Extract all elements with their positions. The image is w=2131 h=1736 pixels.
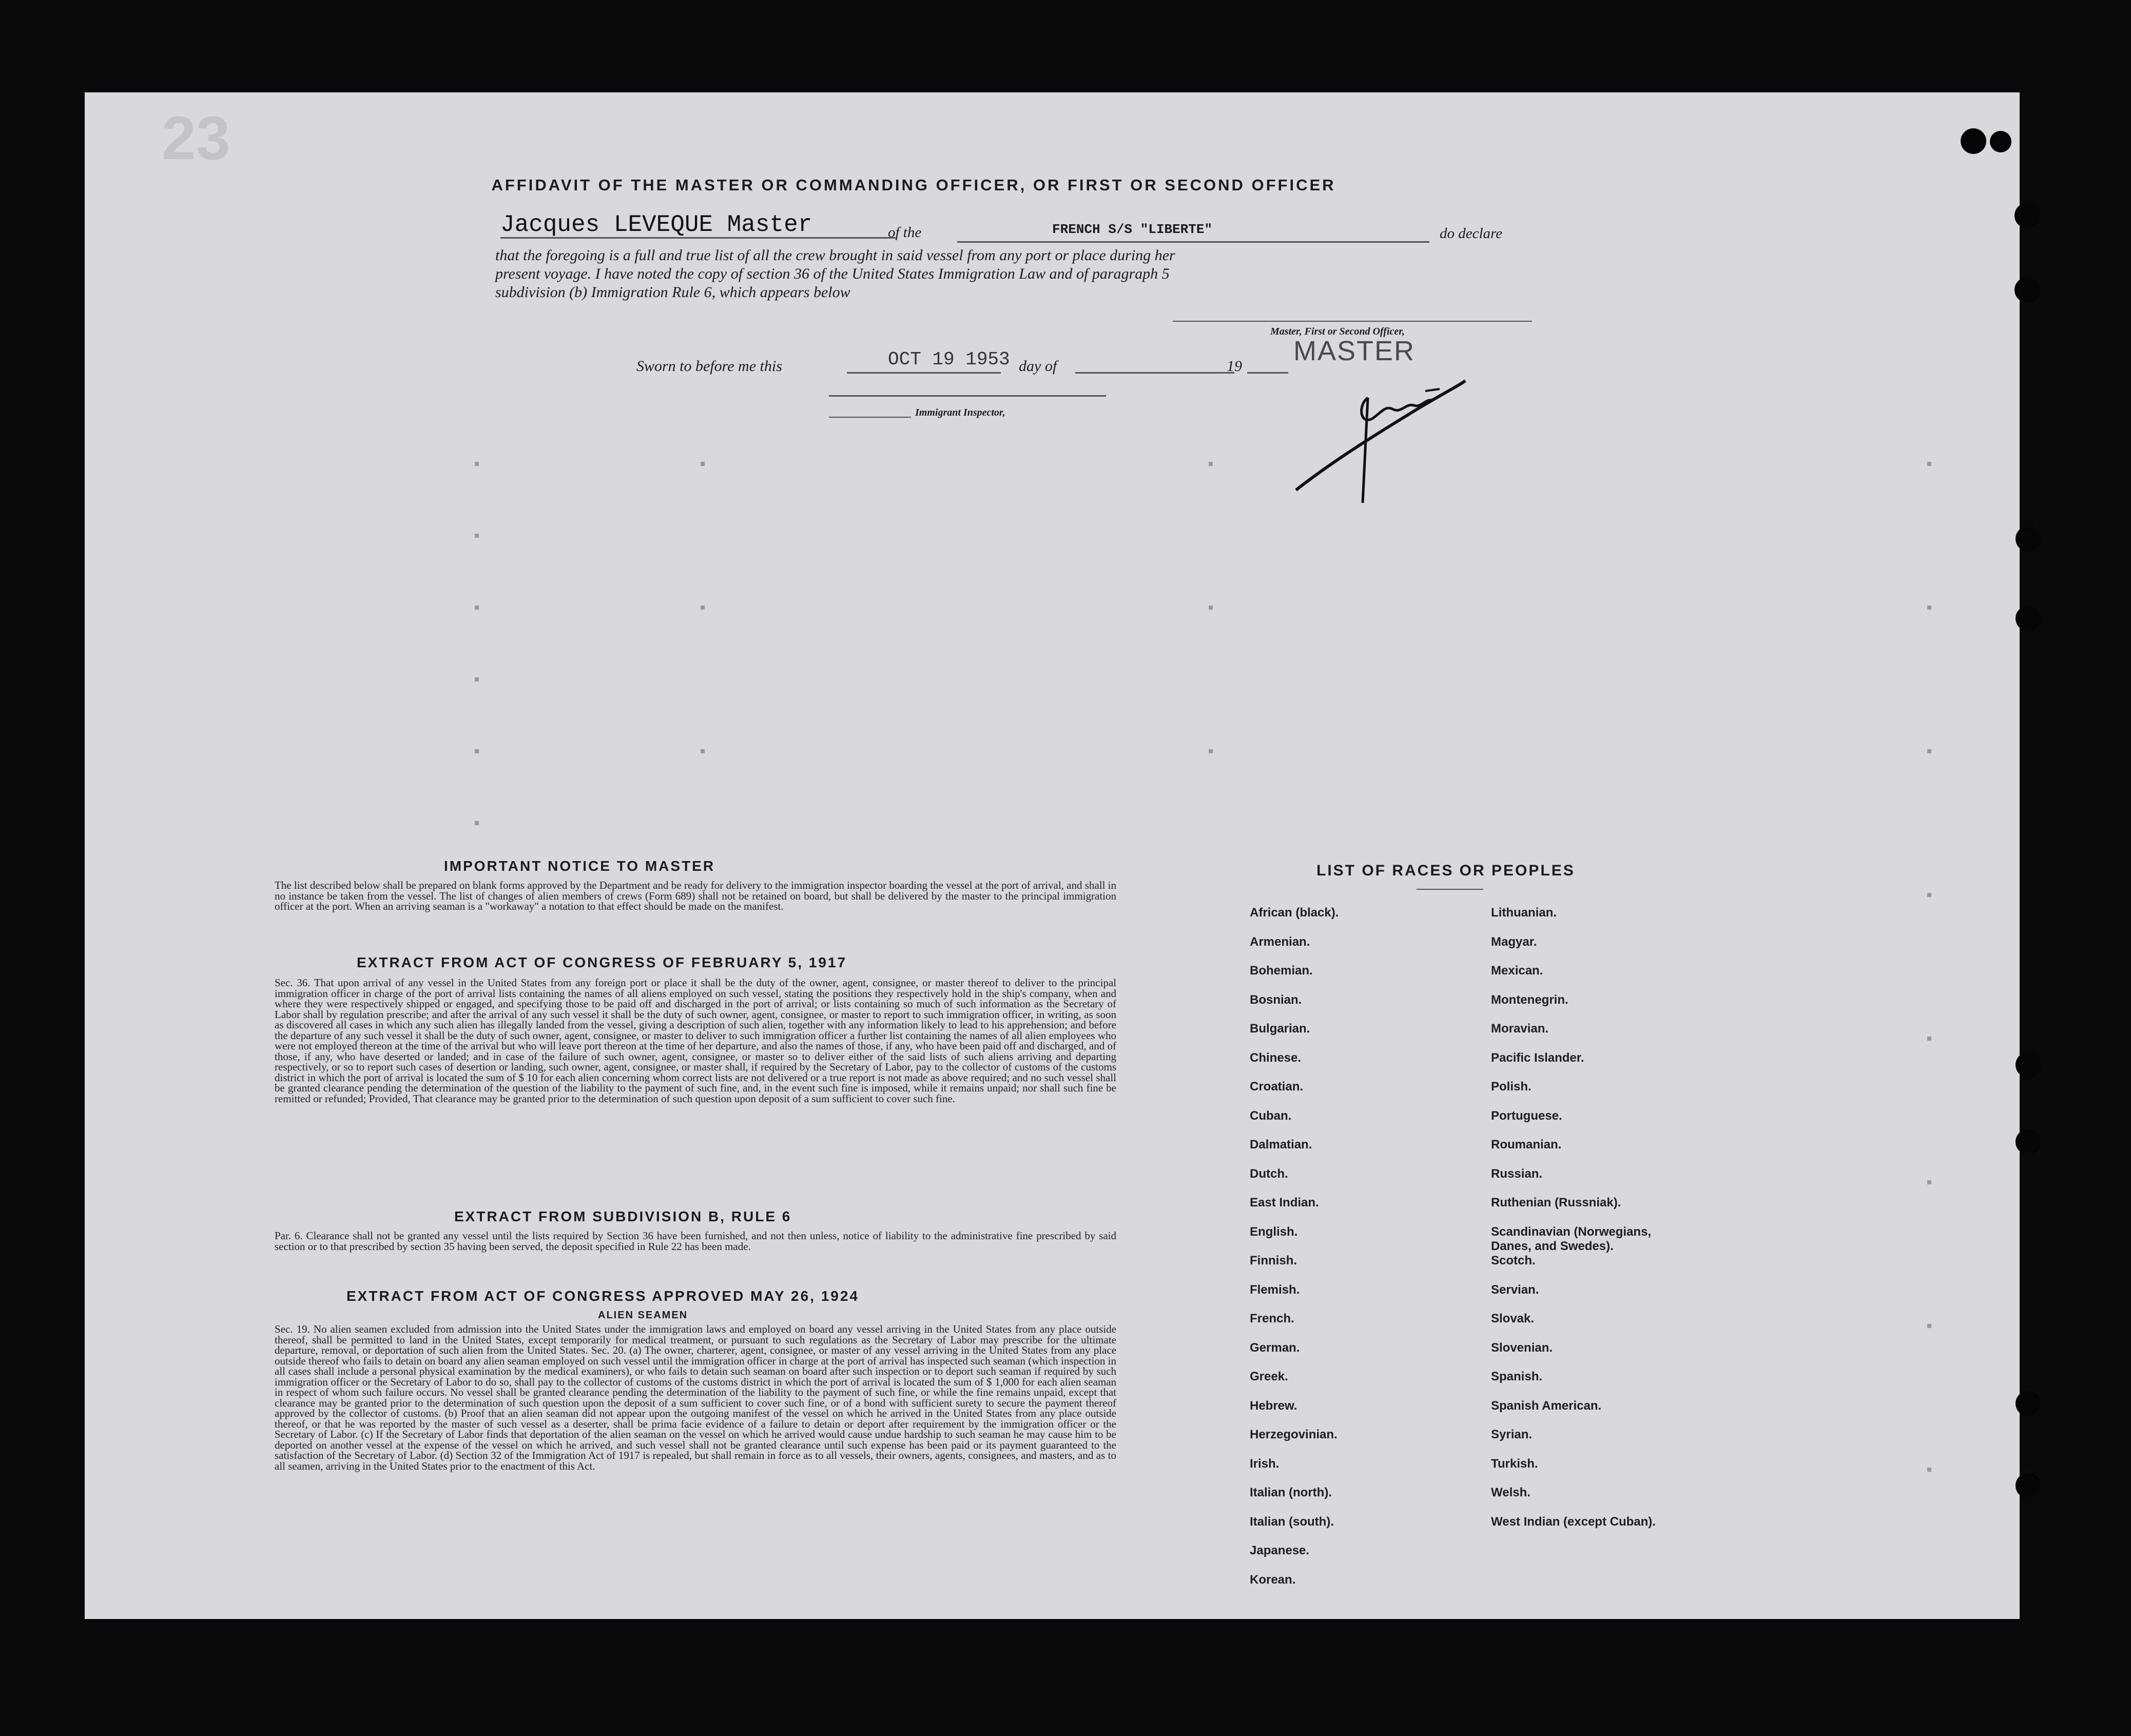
notice-text: The list described below shall be prepared on blank forms approved by the Department and be ready for delivery to the immigration inspector boarding the vessel at the port of arrival, and shall in no instance be taken from the vessel. The list of changes of alien members of crews (Form 689) shall not be retained on board, but shall be delivered by the master to the principal immigration officer at the port. When an arriving seaman is a "workaway" a notation to that effect should be made on the manifest. xyxy=(275,879,1116,912)
punch-hole xyxy=(1961,128,1986,154)
race-list-item: Herzegovinian. xyxy=(1250,1428,1338,1441)
race-list-item: Pacific Islander. xyxy=(1491,1050,1584,1065)
punch-hole xyxy=(2016,1052,2041,1078)
punch-hole xyxy=(2016,1473,2041,1498)
race-list-item: Korean. xyxy=(1250,1572,1296,1587)
race-list-item: Polish. xyxy=(1491,1080,1532,1094)
race-list-item: Italian (south). xyxy=(1250,1514,1334,1529)
faint-mark xyxy=(1209,606,1213,610)
race-list-item: Scotch. xyxy=(1491,1254,1536,1267)
of-the-label: of the xyxy=(888,224,922,241)
races-list-left xyxy=(1250,906,1465,1602)
race-list-item: Russian. xyxy=(1491,1166,1543,1181)
faint-mark xyxy=(701,749,705,753)
faint-mark xyxy=(1927,462,1931,466)
race-list-item: Dalmatian. xyxy=(1250,1138,1312,1152)
race-list-item: Syrian. xyxy=(1491,1428,1533,1441)
race-list-item: Scandinavian (Norwegians, Danes, and Swedes). xyxy=(1491,1224,1652,1253)
race-list-item: Italian (north). xyxy=(1250,1486,1332,1499)
race-list-item: Spanish. xyxy=(1491,1370,1543,1383)
officer-caption: Master, First or Second Officer, xyxy=(1270,326,1405,337)
race-list-item: Mexican. xyxy=(1491,964,1543,978)
race-list-item: Slovenian. xyxy=(1491,1340,1553,1355)
faint-mark xyxy=(1927,749,1931,753)
faint-mark xyxy=(475,749,479,753)
sworn-date-line xyxy=(847,372,1001,374)
faint-mark xyxy=(475,821,479,825)
notice-heading: IMPORTANT NOTICE TO MASTER xyxy=(444,858,715,874)
race-list-item: Roumanian. xyxy=(1491,1138,1562,1152)
race-list-item: German. xyxy=(1250,1340,1300,1355)
punch-hole xyxy=(2014,277,2040,303)
bleed-through-number: 23 xyxy=(162,104,230,172)
inspector-line-short xyxy=(829,417,911,418)
race-list-item: Chinese. xyxy=(1250,1050,1302,1065)
race-list-item: Slovak. xyxy=(1491,1312,1535,1325)
faint-mark xyxy=(1927,1037,1931,1041)
race-list-item: Dutch. xyxy=(1250,1166,1288,1181)
race-list-item: English. xyxy=(1250,1224,1298,1239)
master-stamp: MASTER xyxy=(1293,336,1416,366)
race-list-item: Bulgarian. xyxy=(1250,1022,1310,1036)
declaration-line: subdivision (b) Immigration Rule 6, which appears below xyxy=(495,284,850,301)
races-heading-rule xyxy=(1417,889,1483,890)
declaration-text xyxy=(495,246,1553,302)
punch-hole xyxy=(2016,526,2041,552)
punch-hole xyxy=(1990,131,2011,152)
race-list-item: African (black). xyxy=(1250,906,1339,920)
faint-mark xyxy=(1209,462,1213,466)
race-list-item: Turkish. xyxy=(1491,1456,1538,1471)
faint-mark xyxy=(1927,1324,1931,1328)
officer-signature-line xyxy=(1173,321,1532,322)
race-list-item: Bohemian. xyxy=(1250,964,1313,978)
faint-mark xyxy=(701,606,705,610)
faint-mark xyxy=(701,462,705,466)
extract-1917-heading: EXTRACT FROM ACT OF CONGRESS OF FEBRUARY 5, 1917 xyxy=(357,954,847,970)
inspector-signature-line xyxy=(829,395,1106,397)
race-list-item: Servian. xyxy=(1491,1282,1539,1297)
race-list-item: Finnish. xyxy=(1250,1254,1297,1267)
race-list-item: Ruthenian (Russniak). xyxy=(1491,1196,1621,1210)
race-list-item: Irish. xyxy=(1250,1456,1280,1471)
declaration-line: that the foregoing is a full and true list of all the crew brought in said vessel from any port or place during her xyxy=(495,247,1175,264)
faint-mark xyxy=(1927,893,1931,897)
faint-mark xyxy=(1927,1180,1931,1184)
faint-mark xyxy=(475,462,479,466)
extract-1917-text: Sec. 36. That upon arrival of any vessel in the United States from any foreign port or place it shall be the duty of the owner, agent, consignee, or master thereof to deliver to the principal immigration officer in charge of the port of arrival lists containing the names of all aliens employed on such vessel, stating the positions they respectively hold in the ship's company, when and where they were respectively shipped or engaged, and specifying those to be paid off and discharged in the port of arrival; or lists containing so much of such information as the Secretary of Labor shall by regulation prescribe; and after the arrival of any such vessel it shall be the duty of such owner, agent, consignee, or master to report to such immigration officer, in writing, as soon as discovered all cases in which any such alien has illegally landed from the vessel, giving a description of such alien, together with any information likely to lead to his apprehension; and before the departure of any such vessel it shall be the duty of such owner, agent, consignee, or master to deliver to such immigration officer a further list containing the names of all alien employees who were not employed thereon at the time of the arrival but who will leave port thereon at the time of her departure, and also the names of those, if any, who have been paid off and discharged, and of those, if any, who have deserted or landed; and in case of the failure of such owner, agent, consignee, or master so to deliver either of the said lists of such aliens arriving and departing respectively, or so to report such cases of desertion or landing, such owner, agent, consignee, or master shall, if required by the Secretary of Labor, pay to the collector of customs of the customs district in which the port of arrival is located the sum of $ 10 for each alien concerning whom correct lists are not delivered or a true report is not made as above required; and no such vessel shall be granted clearance pending the determination of the question of the liability to the payment of such fine, and, in the event such fine is imposed, while it remains unpaid; nor shall such fine be remitted or refunded; Provided, That clearance may be granted prior to the determination of such question upon deposit of a sum sufficient to cover such fine. xyxy=(275,977,1116,1105)
faint-mark xyxy=(475,534,479,538)
race-list-item: Hebrew. xyxy=(1250,1398,1297,1413)
punch-hole xyxy=(2016,1129,2041,1155)
race-list-item: Armenian. xyxy=(1250,934,1310,949)
races-heading: LIST OF RACES OR PEOPLES xyxy=(1316,862,1575,879)
extract-rule6-heading: EXTRACT FROM SUBDIVISION B, RULE 6 xyxy=(454,1208,792,1224)
race-list-item: French. xyxy=(1250,1312,1294,1325)
day-of-label: day of xyxy=(1019,358,1057,375)
do-declare-label: do declare xyxy=(1440,225,1503,242)
faint-mark xyxy=(1209,749,1213,753)
race-list-item: East Indian. xyxy=(1250,1196,1319,1210)
races-list-right xyxy=(1491,906,1665,1544)
punch-hole xyxy=(2016,1391,2041,1416)
sworn-date-stamp: OCT 19 1953 xyxy=(888,349,1010,370)
faint-mark xyxy=(1927,1468,1931,1472)
faint-mark xyxy=(475,606,479,610)
alien-seamen-subheading: ALIEN SEAMEN xyxy=(598,1310,688,1321)
race-list-item: Welsh. xyxy=(1491,1486,1531,1499)
document-page xyxy=(85,92,2020,1619)
race-list-item: Montenegrin. xyxy=(1491,992,1568,1007)
race-list-item: Portuguese. xyxy=(1491,1108,1562,1123)
extract-1924-text: Sec. 19. No alien seamen excluded from admission into the United States under the immigration laws and employed on board any vessel arriving in the United States from any place outside thereof, shall be permitted to land in the United States, except temporarily for medical treatment, or pursuant to such regulations as the Secretary of Labor may prescribe for the ultimate departure, removal, or deportation of such alien from the United States. Sec. 20. (a) The owner, charterer, agent, consignee, or master of any vessel arriving in the United States from any place outside thereof who fails to detain on board any alien seaman employed on such vessel until the immigration officer in charge at the port of arrival has inspected such seaman (which inspection in all cases shall include a personal physical examination by the medical examiners), or who fails to detain such seaman on board after such inspection or to deport such seaman if required by such immigration officer or the Secretary of Labor to do so, shall pay to the collector of customs of the customs district in which the port of arrival is located the sum of $ 1,000 for each alien seaman in respect of whom such failure occurs. No vessel shall be granted clearance pending the determination of the liability to the payment of such fine, or while the fine remains unpaid, except that clearance may be granted prior to the determination of such question upon the deposit of a sum sufficient to cover such fine, or of a bond with sufficient surety to secure the payment thereof approved by the collector of customs. (b) Proof that an alien seaman did not appear upon the outgoing manifest of the vessel on which he arrived in the United States from any place outside thereof, or that he was reported by the master of such vessel as a deserter, shall be prima facie evidence of a failure to detain or deport after requirement by the immigration officer or the Secretary of Labor. (c) If the Secretary of Labor finds that deportation of the alien seaman on the vessel on which he arrived would cause undue hardship to such seaman he may cause him to be deported on another vessel at the expense of the vessel on which he arrived, and such vessel shall not be granted clearance until such expense has been paid or its payment guaranteed to the satisfaction of the Secretary of Labor. (d) Section 32 of the Immigration Act of 1917 is repealed, but shall remain in force as to all vessels, their owners, agents, consignees, and masters, and as to all seamen, arriving in the United States prior to the enactment of this Act. xyxy=(275,1323,1116,1472)
race-list-item: Moravian. xyxy=(1491,1022,1549,1036)
race-list-item: Magyar. xyxy=(1491,934,1537,949)
extract-1924-heading: EXTRACT FROM ACT OF CONGRESS APPROVED MAY 26, 1924 xyxy=(346,1288,859,1304)
race-list-item: Lithuanian. xyxy=(1491,906,1557,920)
year-line xyxy=(1247,372,1288,374)
punch-hole xyxy=(2014,203,2040,228)
sworn-label: Sworn to before me this xyxy=(636,358,782,375)
race-list-item: West Indian (except Cuban). xyxy=(1491,1514,1656,1529)
master-name-typed: Jacques LEVEQUE Master xyxy=(500,211,812,238)
handwritten-signature xyxy=(1291,349,1486,503)
race-list-item: Greek. xyxy=(1250,1370,1288,1383)
vessel-name-typed: FRENCH S/S "LIBERTE" xyxy=(1052,222,1213,237)
affidavit-heading: AFFIDAVIT OF THE MASTER OR COMMANDING OFFICER, OR FIRST OR SECOND OFFICER xyxy=(491,176,1336,194)
race-list-item: Croatian. xyxy=(1250,1080,1304,1094)
race-list-item: Cuban. xyxy=(1250,1108,1292,1123)
race-list-item: Bosnian. xyxy=(1250,992,1302,1007)
inspector-caption: Immigrant Inspector, xyxy=(915,407,1005,418)
year-prefix: 19 xyxy=(1227,358,1242,375)
punch-hole xyxy=(2016,606,2041,631)
faint-mark xyxy=(475,677,479,681)
faint-mark xyxy=(1927,606,1931,610)
race-list-item: Japanese. xyxy=(1250,1544,1310,1557)
extract-rule6-text: Par. 6. Clearance shall not be granted any vessel until the lists required by Section 36 have been furnished, and not then unless, notice of liability to the administrative fine prescribed by said section or to that prescribed by section 35 having been served, the deposit specified in Rule 22 has been made. xyxy=(275,1230,1116,1253)
race-list-item: Flemish. xyxy=(1250,1282,1300,1297)
month-line xyxy=(1075,372,1234,374)
declaration-line: present voyage. I have noted the copy of section 36 of the United States Immigration Law and of paragraph 5 xyxy=(495,265,1170,282)
race-list-item: Spanish American. xyxy=(1491,1398,1602,1413)
name-line xyxy=(500,237,896,239)
vessel-line xyxy=(957,241,1429,243)
